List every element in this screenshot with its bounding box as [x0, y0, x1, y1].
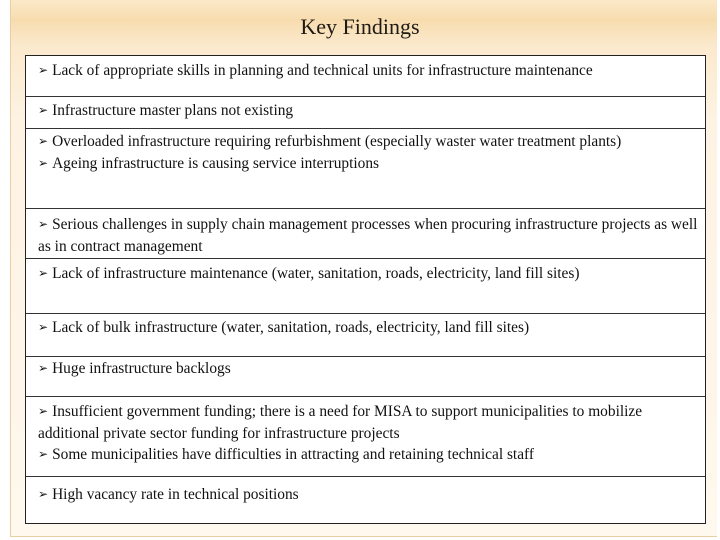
finding-item: ➢ Infrastructure master plans not existing — [38, 102, 294, 119]
finding-item: ➢ Lack of infrastructure maintenance (water, sanitation, roads, electricity, land fill sites) — [38, 265, 580, 282]
finding-item: ➢ Overloaded infrastructure requiring refurbishment (especially waster water treatment plants) — [38, 133, 622, 150]
arrow-bullet-icon: ➢ — [38, 404, 49, 418]
arrow-bullet-icon: ➢ — [38, 103, 49, 117]
arrow-bullet-icon: ➢ — [38, 361, 49, 375]
table-row — [26, 209, 705, 259]
arrow-bullet-icon: ➢ — [38, 63, 49, 77]
finding-item: ➢ Lack of appropriate skills in planning and technical units for infrastructure maintenance — [38, 62, 593, 79]
table-row — [26, 357, 705, 397]
table-row — [26, 97, 705, 129]
table-row — [26, 397, 705, 477]
arrow-bullet-icon: ➢ — [38, 134, 49, 148]
table-row — [26, 314, 705, 357]
finding-item: ➢ Some municipalities have difficulties in attracting and retaining technical staff — [38, 446, 535, 463]
finding-item: ➢ High vacancy rate in technical positions — [38, 486, 299, 503]
findings-table — [25, 55, 706, 524]
table-row — [26, 259, 705, 314]
table-row — [26, 129, 705, 209]
arrow-bullet-icon: ➢ — [38, 320, 49, 334]
page-title: Key Findings — [300, 14, 420, 39]
finding-item: ➢ Insufficient government funding; there is a need for MISA to support municipalities to mobilize additional private sector funding for infrastructure projects — [38, 403, 643, 442]
finding-item: ➢ Serious challenges in supply chain management processes when procuring infrastructure projects as well as in contract management — [38, 216, 698, 255]
finding-item: ➢ Lack of bulk infrastructure (water, sanitation, roads, electricity, land fill sites) — [38, 319, 530, 336]
arrow-bullet-icon: ➢ — [38, 487, 49, 501]
table-row — [26, 56, 705, 97]
finding-item: ➢ Ageing infrastructure is causing service interruptions — [38, 155, 380, 172]
arrow-bullet-icon: ➢ — [38, 156, 49, 170]
arrow-bullet-icon: ➢ — [38, 217, 49, 231]
table-row — [26, 477, 705, 523]
arrow-bullet-icon: ➢ — [38, 266, 49, 280]
finding-item: ➢ Huge infrastructure backlogs — [38, 360, 231, 377]
arrow-bullet-icon: ➢ — [38, 447, 49, 461]
